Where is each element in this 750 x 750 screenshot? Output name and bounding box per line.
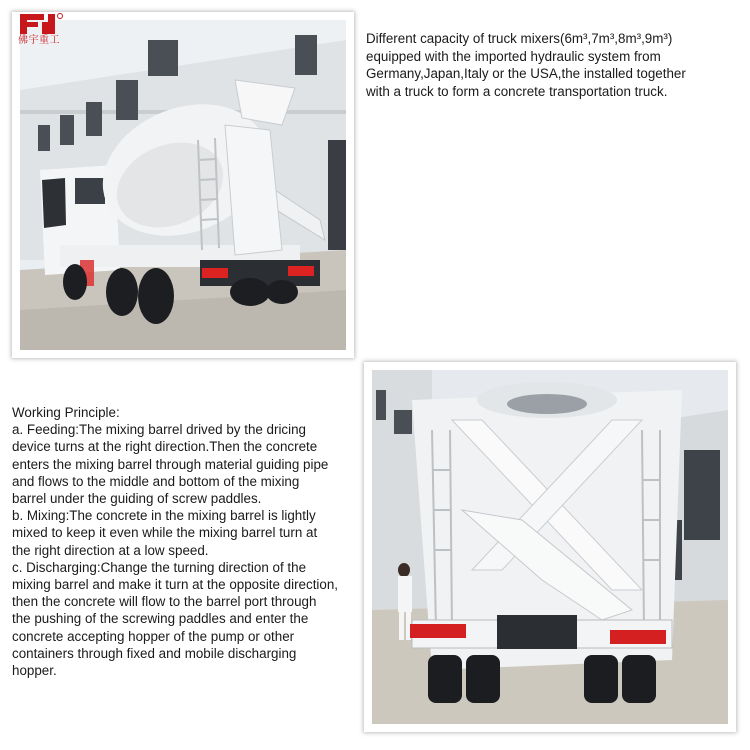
principle-line: then the concrete will flow to the barrel port through [12, 594, 317, 610]
principle-line: barrel under the guiding of screw paddles. [12, 491, 262, 507]
principle-line: c. Discharging:Change the turning direction of the [12, 559, 307, 575]
principle-line: the right direction at a low speed. [12, 542, 209, 558]
principle-line: a. Feeding:The mixing barrel drived by the dricing [12, 422, 306, 438]
principle-line: mixed to keep it even while the mixing barrel turn at [12, 525, 318, 541]
brand-name: 佛宇重工 [18, 35, 60, 46]
principle-line: device turns at the right direction.Then the concrete [12, 439, 318, 455]
principle-line: hopper. [12, 663, 57, 679]
principle-line: mixing barrel and make it turn at the opposite direction, [12, 577, 339, 593]
photo-mixer-truck-rear [364, 362, 736, 732]
principle-line: and flows to the middle and bottom of the mixing [12, 473, 300, 489]
principle-line: enters the mixing barrel through material guiding pipe [12, 456, 329, 472]
principle-line: concrete accepting hopper of the pump or other [12, 628, 295, 644]
working-principle-title: Working Principle: [12, 405, 120, 420]
principle-line: b. Mixing:The concrete in the mixing barrel is lightly [12, 508, 316, 524]
principle-line: the pushing of the screwing paddles and enter the [12, 611, 309, 627]
product-description: Different capacity of truck mixers(6m³,7m³,8m³,9m³) equipped with the imported hydraulic system from Germany,Japan,Italy or the USA,the installed together with a truck to form a concrete transportation truck. [366, 31, 686, 99]
principle-line: containers through fixed and mobile discharging [12, 645, 297, 661]
working-principle [12, 404, 370, 679]
photo-mixer-truck-side [12, 12, 354, 358]
mixer-truck-rear-image [372, 370, 728, 724]
mixer-truck-side-image [20, 20, 346, 350]
